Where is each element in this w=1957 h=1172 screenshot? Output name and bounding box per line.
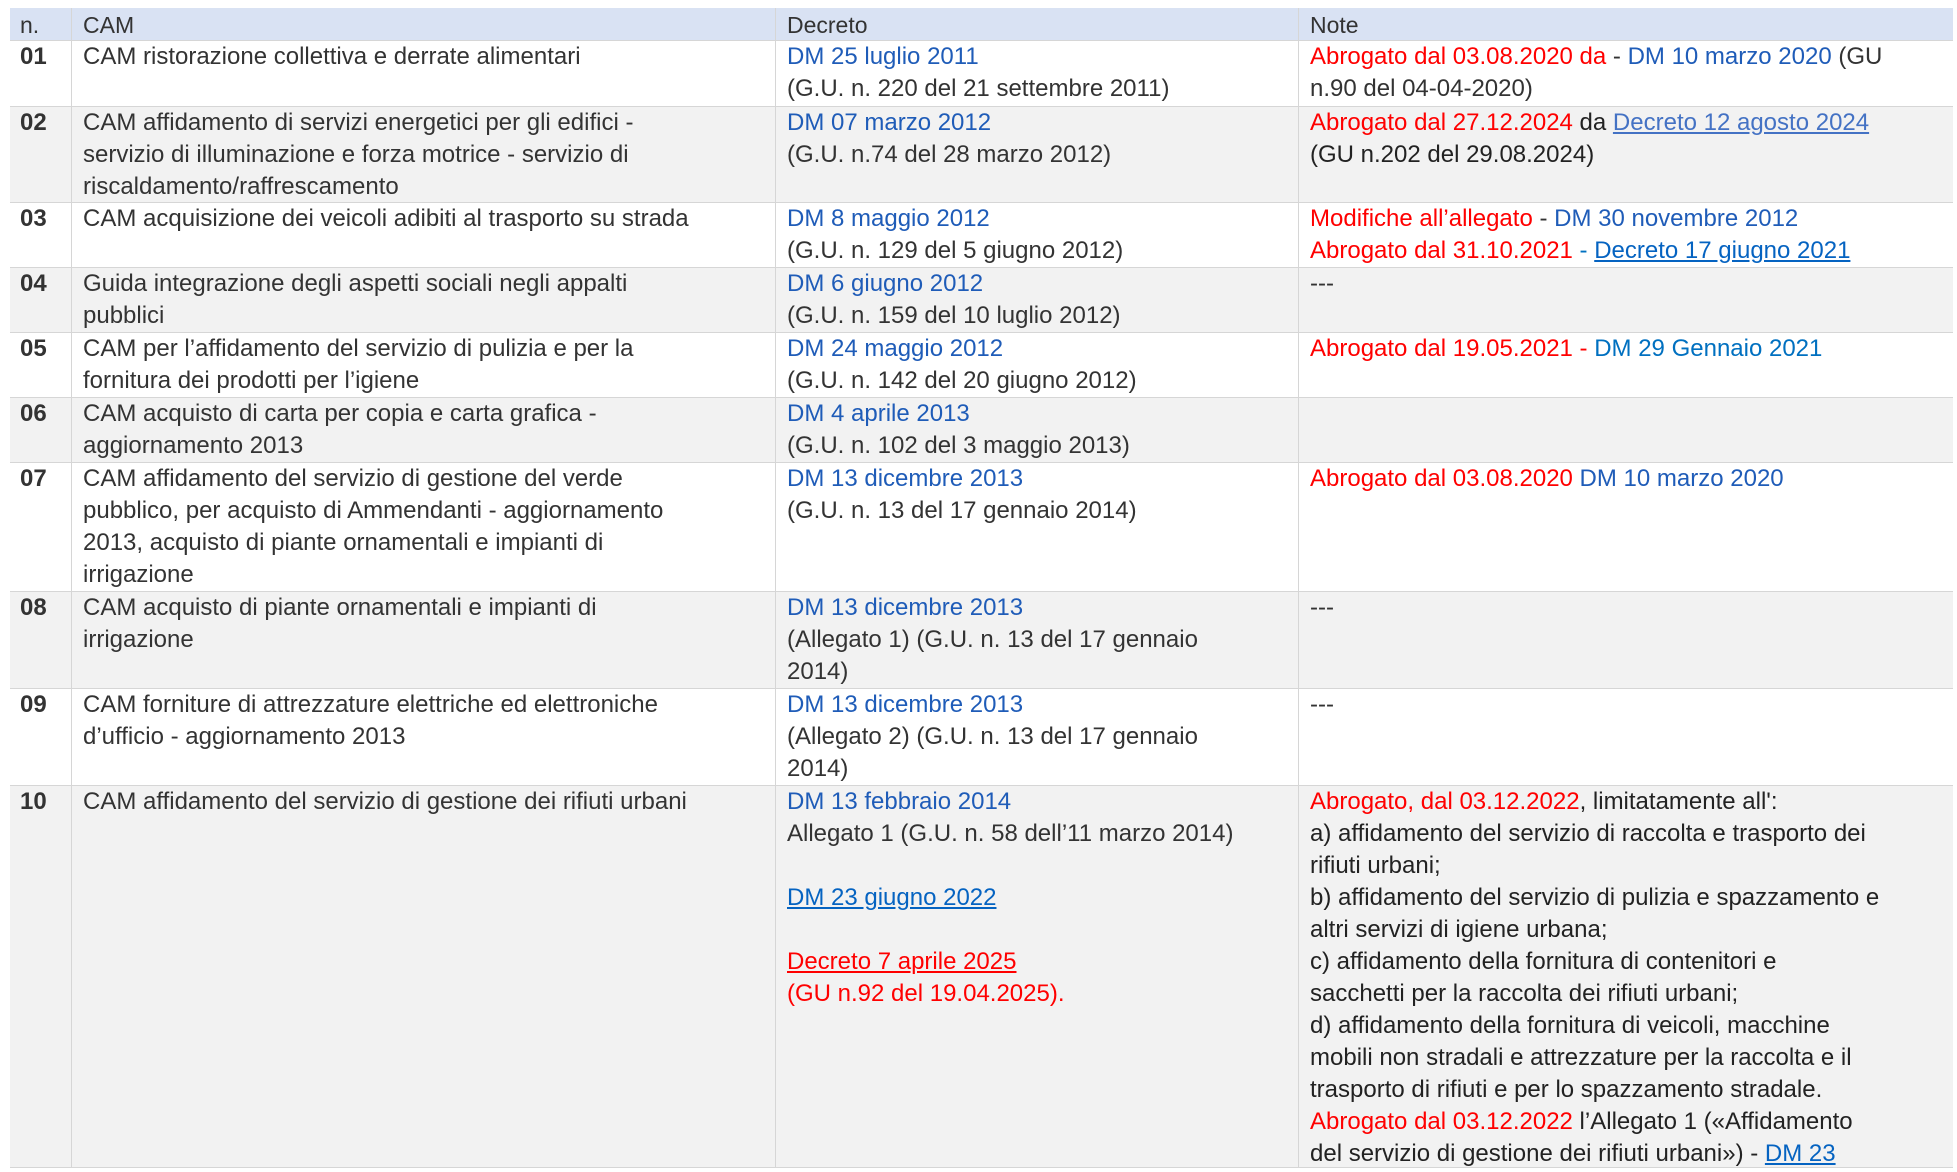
table-header <box>10 8 1953 41</box>
decreto-cell <box>776 592 1299 688</box>
cam-cell <box>72 268 776 332</box>
decreto-cell <box>776 41 1299 106</box>
decreto-link[interactable]: DM 25 luglio 2011 <box>787 43 979 70</box>
gazzetta-ref: (Allegato 2) (G.U. n. 13 del 17 gennaio <box>787 723 1198 750</box>
note-text: sacchetti per la raccolta dei rifiuti urbani; <box>1310 980 1739 1007</box>
table-row <box>10 786 1953 1168</box>
table-row <box>10 333 1953 398</box>
note-cell <box>1299 333 1953 397</box>
row-number <box>10 398 72 462</box>
cam-text: CAM acquisto di piante ornamentali e impianti di <box>83 594 597 621</box>
note-text: trasporto di rifiuti e per lo spazzamento stradale. <box>1310 1076 1823 1103</box>
cam-text: CAM forniture di attrezzature elettriche ed elettroniche <box>83 691 658 718</box>
note-cell <box>1299 398 1953 462</box>
modification-text: Modifiche all’allegato <box>1310 205 1533 232</box>
gazzetta-ref: 2014) <box>787 755 849 782</box>
note-cell <box>1299 41 1953 106</box>
row-number <box>10 592 72 688</box>
decreto-link[interactable]: DM 13 febbraio 2014 <box>787 788 1012 815</box>
decreto-link[interactable]: DM 8 maggio 2012 <box>787 205 990 232</box>
gazzetta-ref: (G.U. n. 159 del 10 luglio 2012) <box>787 302 1121 329</box>
decreto-cell <box>776 333 1299 397</box>
row-number-label: 01 <box>20 43 47 70</box>
decreto-link[interactable]: DM 13 dicembre 2013 <box>787 594 1024 621</box>
decreto-cell <box>776 203 1299 267</box>
gazzetta-ref: (GU n.92 del 19.04.2025). <box>787 980 1065 1007</box>
abrogation-text: Abrogato dal 03.08.2020 da <box>1310 43 1607 70</box>
abrogation-text: Abrogato dal 03.08.2020 <box>1310 465 1573 492</box>
abrogation-text: Abrogato dal 27.12.2024 <box>1310 109 1573 136</box>
cam-cell <box>72 203 776 267</box>
row-number-label: 08 <box>20 594 47 621</box>
note-text: l’Allegato 1 («Affidamento <box>1572 1108 1853 1135</box>
note-text: altri servizi di igiene urbana; <box>1310 916 1608 943</box>
cam-text: Guida integrazione degli aspetti sociali negli appalti <box>83 270 628 297</box>
note-text: a) affidamento del servizio di raccolta e trasporto dei <box>1310 820 1866 847</box>
row-number-label: 05 <box>20 335 47 362</box>
cam-cell <box>72 107 776 202</box>
gazzetta-ref: (G.U. n. 13 del 17 gennaio 2014) <box>787 497 1137 524</box>
row-number-label: 06 <box>20 400 47 427</box>
decreto-cell <box>776 786 1299 1167</box>
decreto-link[interactable]: DM 13 dicembre 2013 <box>787 465 1024 492</box>
table-row <box>10 107 1953 203</box>
row-number-label: 02 <box>20 109 47 136</box>
decreto-link[interactable]: DM 23 giugno 2022 <box>787 884 997 911</box>
decreto-link[interactable]: DM 07 marzo 2012 <box>787 109 992 136</box>
table-row <box>10 268 1953 333</box>
note-text: da <box>1572 109 1613 136</box>
table-row <box>10 463 1953 592</box>
gazzetta-ref: (G.U. n. 142 del 20 giugno 2012) <box>787 367 1137 394</box>
note-text: (GU n.202 del 29.08.2024) <box>1310 141 1595 168</box>
cam-text: CAM acquisizione dei veicoli adibiti al trasporto su strada <box>83 205 689 232</box>
note-text: --- <box>1310 594 1334 621</box>
cam-text: irrigazione <box>83 561 194 588</box>
table-row <box>10 398 1953 463</box>
cam-table <box>10 8 1953 1168</box>
cam-text: CAM affidamento del servizio di gestione dei rifiuti urbani <box>83 788 687 815</box>
header-cam-label: CAM <box>83 12 135 38</box>
row-number <box>10 333 72 397</box>
decreto-link[interactable]: DM 13 dicembre 2013 <box>787 691 1024 718</box>
gazzetta-ref: 2014) <box>787 658 849 685</box>
note-cell <box>1299 107 1953 202</box>
note-text: (GU <box>1831 43 1883 70</box>
note-decree-link[interactable]: DM 10 marzo 2020 <box>1627 43 1832 70</box>
gazzetta-ref: (Allegato 1) (G.U. n. 13 del 17 gennaio <box>787 626 1198 653</box>
row-number-label: 07 <box>20 465 47 492</box>
cam-cell <box>72 786 776 1167</box>
note-decree-link[interactable]: Decreto 17 giugno 2021 <box>1594 237 1851 264</box>
note-text: --- <box>1310 691 1334 718</box>
header-decreto-label: Decreto <box>787 12 868 38</box>
row-number-label: 03 <box>20 205 47 232</box>
row-number <box>10 268 72 332</box>
table-row <box>10 689 1953 786</box>
note-cell <box>1299 592 1953 688</box>
decreto-link[interactable]: DM 6 giugno 2012 <box>787 270 984 297</box>
cam-cell <box>72 333 776 397</box>
note-cell <box>1299 689 1953 785</box>
decreto-link[interactable]: DM 4 aprile 2013 <box>787 400 970 427</box>
cam-text: CAM affidamento del servizio di gestione del verde <box>83 465 623 492</box>
note-text <box>1310 398 1953 430</box>
separator: - <box>1606 43 1628 70</box>
header-decreto <box>776 8 1299 40</box>
cam-cell <box>72 41 776 106</box>
decreto-cell <box>776 463 1299 591</box>
row-number <box>10 463 72 591</box>
gazzetta-ref: (G.U. n. 129 del 5 giugno 2012) <box>787 237 1124 264</box>
cam-text: CAM affidamento di servizi energetici per gli edifici - <box>83 109 634 136</box>
note-cell <box>1299 786 1953 1167</box>
decreto-cell <box>776 398 1299 462</box>
row-number <box>10 689 72 785</box>
note-decree-link[interactable]: Decreto 12 agosto 2024 <box>1612 109 1870 136</box>
cam-text: pubblico, per acquisto di Ammendanti - aggiornamento <box>83 497 664 524</box>
row-number-label: 10 <box>20 788 47 815</box>
note-text: d) affidamento della fornitura di veicoli, macchine <box>1310 1012 1830 1039</box>
abrogation-text: Abrogato dal 03.12.2022 <box>1310 1108 1573 1135</box>
cam-text: d’ufficio - aggiornamento 2013 <box>83 723 406 750</box>
note-text: del servizio di gestione dei rifiuti urbani») - <box>1310 1140 1765 1167</box>
separator: - <box>1572 237 1595 264</box>
header-cam <box>72 8 776 40</box>
table-row <box>10 41 1953 107</box>
cam-text: servizio di illuminazione e forza motrice - servizio di <box>83 141 629 168</box>
note-decree-link[interactable]: DM 29 Gennaio 2021 <box>1594 335 1823 362</box>
header-n-label: n. <box>20 12 40 38</box>
decreto-link[interactable]: DM 24 maggio 2012 <box>787 335 1004 362</box>
decreto-link[interactable]: Decreto 7 aprile 2025 <box>787 948 1017 975</box>
header-note <box>1299 8 1953 40</box>
decreto-cell <box>776 268 1299 332</box>
spacer <box>787 914 1298 946</box>
gazzetta-ref: Allegato 1 (G.U. n. 58 dell’11 marzo 2014) <box>787 820 1234 847</box>
row-number <box>10 786 72 1167</box>
cam-cell <box>72 398 776 462</box>
header-n <box>10 8 72 40</box>
abrogation-text: Abrogato, dal 03.12.2022 <box>1310 788 1580 815</box>
cam-text: CAM acquisto di carta per copia e carta grafica - <box>83 400 597 427</box>
cam-text: CAM per l’affidamento del servizio di pulizia e per la <box>83 335 634 362</box>
note-text: rifiuti urbani; <box>1310 852 1441 879</box>
note-cell <box>1299 203 1953 267</box>
row-number <box>10 203 72 267</box>
note-cell <box>1299 463 1953 591</box>
cam-text: irrigazione <box>83 626 194 653</box>
cam-cell <box>72 689 776 785</box>
note-decree-link[interactable]: DM 10 marzo 2020 <box>1572 465 1784 492</box>
row-number-label: 04 <box>20 270 47 297</box>
note-decree-link[interactable]: DM 30 novembre 2012 <box>1554 205 1799 232</box>
decreto-cell <box>776 689 1299 785</box>
cam-text: CAM ristorazione collettiva e derrate alimentari <box>83 43 581 70</box>
note-decree-link[interactable]: DM 23 <box>1764 1140 1836 1167</box>
cam-text: riscaldamento/raffrescamento <box>83 173 399 200</box>
cam-text: pubblici <box>83 302 165 329</box>
cam-cell <box>72 592 776 688</box>
note-cell <box>1299 268 1953 332</box>
note-text: b) affidamento del servizio di pulizia e spazzamento e <box>1310 884 1880 911</box>
note-text: , limitatamente all': <box>1579 788 1778 815</box>
decreto-cell <box>776 107 1299 202</box>
note-text: --- <box>1310 270 1334 297</box>
note-text: mobili non stradali e attrezzature per la raccolta e il <box>1310 1044 1852 1071</box>
header-note-label: Note <box>1310 12 1359 38</box>
cam-cell <box>72 463 776 591</box>
cam-text: aggiornamento 2013 <box>83 432 304 459</box>
table-row <box>10 592 1953 689</box>
table-row <box>10 203 1953 268</box>
spacer <box>787 850 1298 882</box>
cam-text: 2013, acquisto di piante ornamentali e impianti di <box>83 529 604 556</box>
separator: - <box>1532 205 1555 232</box>
row-number-label: 09 <box>20 691 47 718</box>
row-number <box>10 107 72 202</box>
gazzetta-ref: (G.U. n. 102 del 3 maggio 2013) <box>787 432 1130 459</box>
note-text: c) affidamento della fornitura di contenitori e <box>1310 948 1777 975</box>
row-number <box>10 41 72 106</box>
abrogation-text: Abrogato dal 31.10.2021 <box>1310 237 1573 264</box>
gazzetta-ref: (G.U. n.74 del 28 marzo 2012) <box>787 141 1112 168</box>
cam-text: fornitura dei prodotti per l’igiene <box>83 367 420 394</box>
abrogation-text: Abrogato dal 19.05.2021 - <box>1310 335 1595 362</box>
note-text: n.90 del 04-04-2020) <box>1310 75 1533 102</box>
gazzetta-ref: (G.U. n. 220 del 21 settembre 2011) <box>787 75 1170 102</box>
